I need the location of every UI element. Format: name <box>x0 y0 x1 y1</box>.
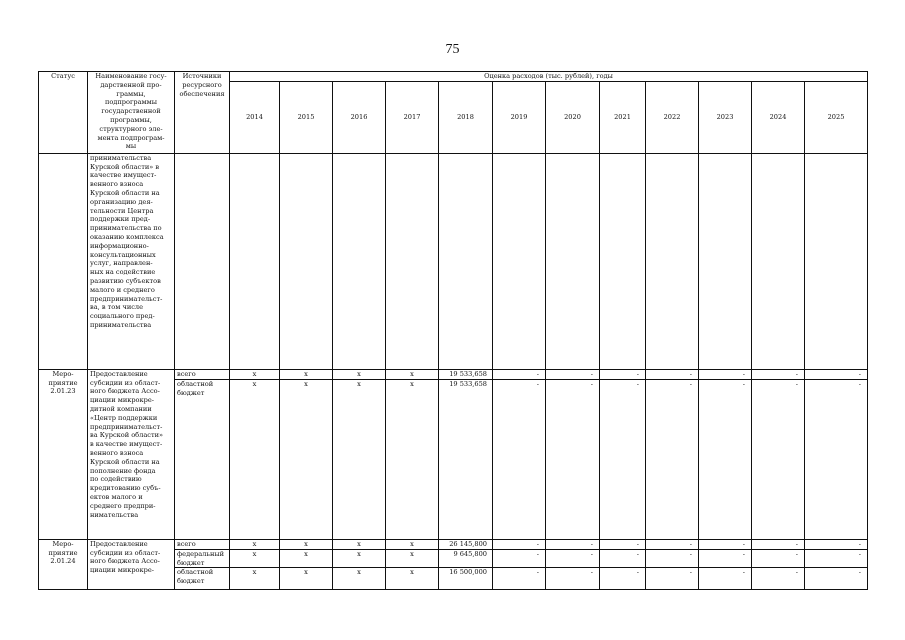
value-cell: - <box>805 539 868 549</box>
header-name-line: программы, <box>110 115 152 124</box>
description-line: принимательства по <box>90 224 162 233</box>
value-cell: - <box>493 369 546 379</box>
measure-status-line: приятие <box>48 548 78 557</box>
description-line: ных на содействие <box>90 268 156 277</box>
table-row <box>39 369 868 379</box>
header-name-line: мента подпрограм- <box>97 133 165 142</box>
continuation-row <box>39 153 868 369</box>
year-header: 2021 <box>600 81 646 153</box>
value-cell: 9 645,800 <box>439 549 493 568</box>
value-cell: x <box>333 539 386 549</box>
description-line: пополнение фонда <box>90 466 156 475</box>
value-cell: x <box>230 369 280 379</box>
value-cell: - <box>546 568 600 590</box>
value-cell: - <box>546 539 600 549</box>
value-cell: - <box>546 369 600 379</box>
description-line: нимательства <box>90 510 139 519</box>
value-cell: - <box>646 379 699 539</box>
description-line: ного бюджета Ассо- <box>90 557 160 566</box>
year-header: 2023 <box>699 81 752 153</box>
table-body <box>39 153 868 590</box>
description-line: дитной компании <box>90 404 152 413</box>
description-line: принимательства <box>90 153 152 162</box>
value-cell: x <box>333 568 386 590</box>
description-line: услуг, направлен- <box>90 259 153 268</box>
description-line: ва, в том числе <box>90 303 144 312</box>
description-line: информационно- <box>90 241 149 250</box>
value-cell: - <box>600 568 646 590</box>
header-name-line: подпрограммы <box>104 98 158 107</box>
year-header: 2020 <box>546 81 600 153</box>
table-row <box>39 539 868 549</box>
value-cell: x <box>386 549 439 568</box>
value-cell: - <box>493 539 546 549</box>
description-line: принимательства <box>90 320 152 329</box>
budget-table <box>38 71 868 590</box>
header-sources <box>175 72 230 154</box>
description-line: венного взноса <box>90 180 144 189</box>
value-cell: 19 533,658 <box>439 369 493 379</box>
funding-source: федеральный бюджет <box>175 549 230 568</box>
value-cell: - <box>805 369 868 379</box>
measure-status-line: 2.01.23 <box>50 387 76 396</box>
value-cell: x <box>386 568 439 590</box>
description-line: поддержки пред- <box>90 215 151 224</box>
value-cell: - <box>646 568 699 590</box>
value-cell: x <box>230 549 280 568</box>
description-line: ектов малого и <box>90 492 143 501</box>
funding-source: областной бюджет <box>175 568 230 590</box>
value-cell: x <box>386 369 439 379</box>
value-cell: - <box>646 549 699 568</box>
value-cell: 16 500,000 <box>439 568 493 590</box>
header-estimate: Оценка расходов (тыс. рублей), годы <box>230 72 868 82</box>
measure-status <box>39 369 88 539</box>
description-line: среднего предпри- <box>90 501 156 510</box>
value-cell: - <box>752 379 805 539</box>
year-header: 2025 <box>805 81 868 153</box>
year-header: 2014 <box>230 81 280 153</box>
measure-description <box>88 539 175 590</box>
value-cell: - <box>600 379 646 539</box>
header-name-line: дарственной про- <box>100 80 162 89</box>
value-cell: - <box>493 379 546 539</box>
value-cell: - <box>546 379 600 539</box>
measure-status-line: 2.01.24 <box>50 557 76 566</box>
value-cell: - <box>493 568 546 590</box>
value-cell: - <box>699 369 752 379</box>
year-header: 2015 <box>280 81 333 153</box>
value-cell: - <box>699 539 752 549</box>
funding-source: всего <box>175 369 230 379</box>
measure-status-line: Меро- <box>52 539 74 548</box>
year-header: 2018 <box>439 81 493 153</box>
value-cell: x <box>386 379 439 539</box>
value-cell: 19 533,658 <box>439 379 493 539</box>
description-line: Предоставление <box>90 369 148 378</box>
header-status: Статус <box>39 72 88 154</box>
value-cell: x <box>333 369 386 379</box>
description-line: тельности Центра <box>90 206 154 215</box>
value-cell: - <box>699 549 752 568</box>
year-header: 2016 <box>333 81 386 153</box>
value-cell: - <box>646 539 699 549</box>
description-line: оказанию комплекса <box>90 232 164 241</box>
value-cell: x <box>333 379 386 539</box>
header-sources-line: Источники <box>182 72 222 80</box>
year-header: 2017 <box>386 81 439 153</box>
description-line: «Центр поддержки <box>90 413 158 422</box>
value-cell: - <box>752 539 805 549</box>
description-line: социального пред- <box>90 312 155 321</box>
description-line: Курской области на <box>90 457 160 466</box>
description-line: организацию дея- <box>90 197 153 206</box>
value-cell: x <box>280 539 333 549</box>
description-line: качестве имущест- <box>90 171 157 180</box>
value-cell: x <box>280 568 333 590</box>
header-name-line: граммы, <box>116 89 146 98</box>
description-line: ва Курской области» <box>90 431 164 440</box>
header-name-line: структурного эле- <box>99 124 163 133</box>
description-line: развитию субъектов <box>90 276 161 285</box>
description-line: субсидии из област- <box>90 378 161 387</box>
header-name <box>88 72 175 154</box>
funding-source: областной бюджет <box>175 379 230 539</box>
description-line: циации микрокре- <box>90 396 154 405</box>
description-line: предпринимательст- <box>90 422 163 431</box>
measure-status-line: приятие <box>48 378 78 387</box>
header-sources-line: обеспечения <box>179 89 225 98</box>
value-cell: - <box>546 549 600 568</box>
value-cell: x <box>280 549 333 568</box>
header-sources-line: ресурсного <box>182 80 222 89</box>
continuation-sources-cell <box>175 153 230 369</box>
value-cell: x <box>280 379 333 539</box>
value-cell: x <box>230 379 280 539</box>
description-line: ного бюджета Ассо- <box>90 387 160 396</box>
measure-status <box>39 539 88 590</box>
value-cell: - <box>752 568 805 590</box>
description-line: по содействию <box>90 475 142 484</box>
value-cell: - <box>805 568 868 590</box>
value-cell: x <box>280 369 333 379</box>
measure-status-line: Меро- <box>52 369 74 378</box>
value-cell: x <box>230 568 280 590</box>
value-cell: - <box>600 369 646 379</box>
description-line: малого и среднего <box>90 285 155 294</box>
description-line: венного взноса <box>90 448 144 457</box>
value-cell: - <box>805 379 868 539</box>
continuation-status-cell <box>39 153 88 369</box>
value-cell: - <box>699 568 752 590</box>
value-cell: - <box>752 369 805 379</box>
funding-source: всего <box>175 539 230 549</box>
description-line: Курской области» в <box>90 162 160 171</box>
description-line: субсидии из област- <box>90 548 161 557</box>
table-header <box>39 72 868 154</box>
description-line: в качестве имущест- <box>90 440 163 449</box>
description-line: консультационных <box>90 250 156 259</box>
header-name-line: мы <box>125 142 137 151</box>
year-header: 2024 <box>752 81 805 153</box>
value-cell: - <box>493 549 546 568</box>
header-name-line: государственной <box>101 107 161 116</box>
value-cell: x <box>230 539 280 549</box>
page-number: 75 <box>445 42 460 57</box>
year-header: 2022 <box>646 81 699 153</box>
value-cell: - <box>752 549 805 568</box>
value-cell: x <box>386 539 439 549</box>
measure-description <box>88 369 175 539</box>
description-line: Предоставление <box>90 539 148 548</box>
value-cell: x <box>333 549 386 568</box>
description-line: кредитованию субъ- <box>90 484 161 493</box>
year-header: 2019 <box>493 81 546 153</box>
value-cell: - <box>600 549 646 568</box>
description-line: предпринимательст- <box>90 294 163 303</box>
value-cell: - <box>699 379 752 539</box>
continuation-text <box>88 153 175 369</box>
value-cell: - <box>805 549 868 568</box>
header-name-line: Наименование госу- <box>95 72 167 80</box>
description-line: Курской области на <box>90 188 160 197</box>
value-cell: - <box>646 369 699 379</box>
description-line: циации микрокре- <box>90 566 154 575</box>
value-cell: 26 145,800 <box>439 539 493 549</box>
value-cell: - <box>600 539 646 549</box>
